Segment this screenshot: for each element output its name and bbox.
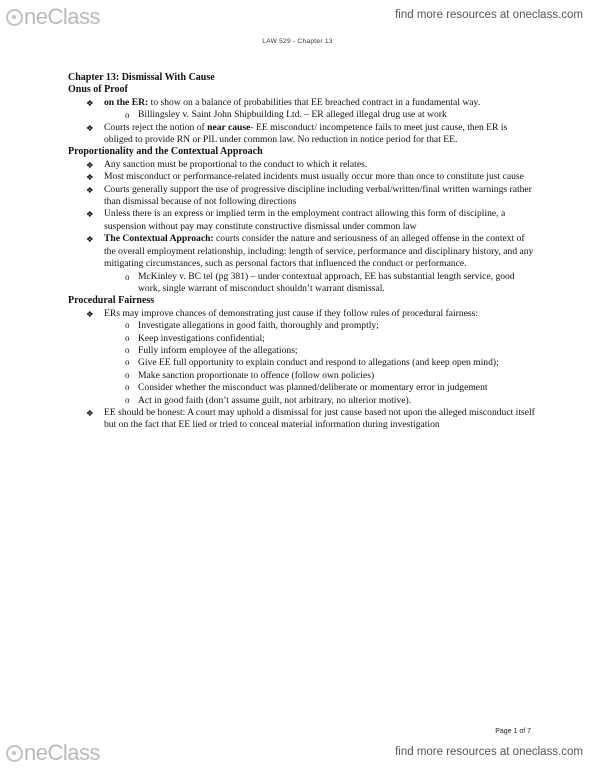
diamond-bullet-icon: ❖ [86,184,94,195]
list-item [68,159,538,171]
circle-bullet-icon: o [125,110,130,121]
bold-text: The Contextual Approach: [104,233,214,245]
sub-list-item [68,357,538,369]
list-text: Courts generally support the use of progressive discipline including verbal/written/final written warnings rather than dismissal because of not following directions [104,183,532,208]
sub-list-item [68,271,538,296]
list-item [68,208,538,233]
bold-text: near cause [207,121,251,133]
circle-bullet-icon: o [125,357,130,368]
bold-text: on the ER: [104,96,149,108]
sub-list-item [68,370,538,382]
list-item [68,184,538,209]
bottom-banner [0,738,595,770]
circle-bullet-icon: o [125,394,130,405]
circle-bullet-icon: o [125,344,130,355]
list-text: Most misconduct or performance-related incidents must usually occur more than once to constitute just cause [104,171,524,183]
diamond-bullet-icon: ❖ [86,209,94,220]
list-text: - EE misconduct/ incompetence fails to meet just cause, then ER is obliged to provide RN or PIL under common law. No reduction in notice period for that EE. [104,121,508,146]
circle-bullet-icon: o [125,320,130,331]
list-text: Investigate allegations in good faith, thoroughly and promptly; [138,320,379,332]
list-text: Any sanction must be proportional to the conduct to which it relates. [104,158,368,170]
list-item [68,308,538,320]
sub-list-item [68,109,538,121]
list-item [68,407,538,432]
sub-list-item [68,395,538,407]
diamond-bullet-icon: ❖ [86,234,94,245]
sub-list-item [68,345,538,357]
top-banner [0,0,595,36]
diamond-bullet-icon: ❖ [86,407,94,418]
section-heading-procedural: Procedural Fairness [68,295,155,307]
list-text: Unless there is an express or implied term in the employment contract allowing this form of discipline, a suspension without pay may constitute constructive dismissal under common law [104,208,506,232]
diamond-bullet-icon: ❖ [86,122,94,133]
logo-text: neClass [24,740,100,765]
tagline[interactable]: find more resources at oneclass.com [395,746,583,758]
list-text: to show on a balance of probabilities that EE breached contract in a fundamental way. [148,96,481,108]
tagline[interactable]: find more resources at oneclass.com [395,9,583,21]
sub-list-item [68,333,538,345]
section-heading-onus: Onus of Proof [68,84,128,96]
list-text: Make sanction proportionate to offence (follow own policies) [138,369,375,381]
logo-o-icon [6,745,23,762]
list-item [68,122,538,147]
chapter-title: Chapter 13: Dismissal With Cause [68,72,215,83]
list-text: Fully inform employee of the allegations; [138,344,298,356]
diamond-bullet-icon: ❖ [86,97,94,108]
diamond-bullet-icon: ❖ [86,308,94,319]
circle-bullet-icon: o [125,382,130,393]
logo-o-icon [6,9,23,26]
list-text: ERs may improve chances of demonstrating just cause if they follow rules of procedural fairness: [104,307,479,319]
list-text: Keep investigations confidential; [138,332,265,344]
list-text: courts consider the nature and seriousness of an alleged offense in the context of the overall employment relationship, including: length of service, performance and disciplinary history, and any mitigating circumstances, such as personal factors that influenced the conduct or performance. [104,233,534,270]
list-text: Consider whether the misconduct was planned/deliberate or momentary error in judgement [138,382,488,394]
list-item [68,233,538,270]
list-item [68,171,538,183]
document-header: LAW 529 - Chapter 13 [262,38,333,45]
sub-list-item [68,382,538,394]
diamond-bullet-icon: ❖ [86,172,94,183]
circle-bullet-icon: o [125,369,130,380]
list-text: Billingsley v. Saint John Shipbuilding Ltd. – ER alleged illegal drug use at work [138,109,447,121]
sub-list-item [68,320,538,332]
circle-bullet-icon: o [125,271,130,282]
list-text: Courts reject the notion of [104,121,208,133]
circle-bullet-icon: o [125,332,130,343]
document-body [68,72,538,432]
section-heading-proportionality: Proportionality and the Contextual Approach [68,146,263,158]
list-text: Act in good faith (don’t assume guilt, not arbitrary, no ulterior motive). [138,394,412,406]
logo-text: neClass [24,4,100,29]
diamond-bullet-icon: ❖ [86,159,94,170]
list-text: McKinley v. BC tel (pg 381) – under contextual approach, EE has substantial length service, good work, single warrant of misconduct shouldn’t warrant dismissal. [138,270,515,294]
list-text: EE should be honest: A court may uphold a dismissal for just cause based not upon the alleged misconduct itself but on the fact that EE lied or tried to conceal material information during investigation [104,406,535,431]
oneclass-logo[interactable] [6,4,100,30]
list-item [68,97,538,109]
list-text: Give EE full opportunity to explain conduct and respond to allegations (and keep open mind); [138,357,499,369]
page-number: Page 1 of 7 [495,728,531,735]
oneclass-logo[interactable] [6,740,100,766]
